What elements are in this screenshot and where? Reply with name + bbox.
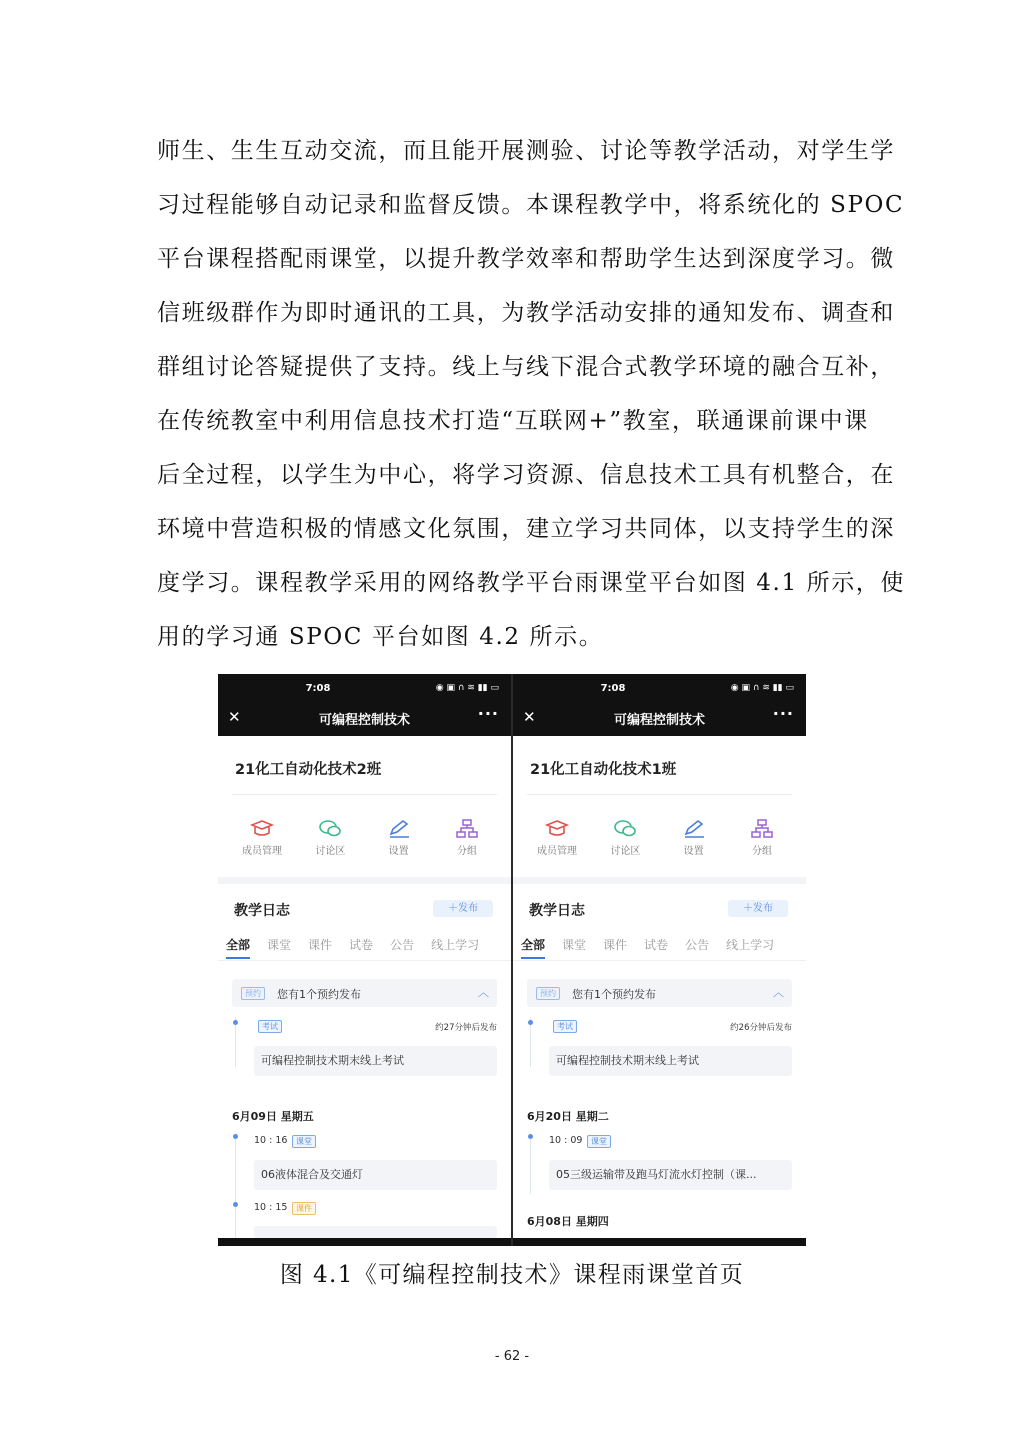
teaching-log-title: 教学日志 <box>529 903 585 919</box>
tab-exam[interactable]: 试卷 <box>349 938 374 952</box>
app-title: 可编程控制技术 <box>318 713 410 728</box>
section-gap <box>513 877 806 884</box>
class-badge: 课堂 <box>587 1135 611 1148</box>
paragraph-line: 度学习。课程教学采用的网络教学平台雨课堂平台如图 4.1 所示，使 <box>157 570 905 596</box>
date-heading: 6月20日 星期二 <box>527 1110 609 1123</box>
paragraph-line: 师生、生生互动交流，而且能开展测验、讨论等教学活动，对学生学 <box>157 138 895 164</box>
class-badge: 课堂 <box>292 1135 316 1148</box>
class-menu <box>232 818 497 857</box>
exam-badge: 考试 <box>553 1020 577 1033</box>
exam-publish-time: 约27分钟后发布 <box>435 1023 497 1033</box>
page-number: - 62 - <box>494 1349 530 1364</box>
close-icon[interactable]: ✕ <box>228 708 241 726</box>
exam-card[interactable]: 可编程控制技术期末线上考试 <box>254 1046 497 1076</box>
tab-online[interactable]: 线上学习 <box>726 938 775 952</box>
menu-item-members[interactable] <box>232 818 292 857</box>
reserve-text: 您有1个预约发布 <box>277 988 361 1001</box>
item-time: 10 : 16 <box>254 1135 288 1146</box>
divider <box>218 960 511 961</box>
phone-screen-class-2 <box>218 674 511 1246</box>
log-tabs <box>521 936 791 953</box>
timeline-line <box>530 1134 531 1194</box>
date-heading: 6月08日 星期四 <box>527 1215 609 1228</box>
lesson-card[interactable]: 05三级运输带及跑马灯流水灯控制（课... <box>549 1160 792 1190</box>
pencil-icon <box>369 818 429 840</box>
exam-card[interactable]: 可编程控制技术期末线上考试 <box>549 1046 792 1076</box>
reserve-text: 您有1个预约发布 <box>572 988 656 1001</box>
chat-bubble-icon <box>595 818 655 840</box>
divider <box>513 960 806 961</box>
paragraph-line: 用的学习通 SPOC 平台如图 4.2 所示。 <box>157 624 604 650</box>
date-heading: 6月09日 星期五 <box>232 1110 314 1123</box>
reserve-badge: 预约 <box>536 987 560 1000</box>
menu-item-settings[interactable] <box>369 818 429 857</box>
app-title: 可编程控制技术 <box>613 713 705 728</box>
menu-item-discussion[interactable] <box>595 818 655 857</box>
menu-item-settings[interactable] <box>664 818 724 857</box>
bottom-bar <box>513 1238 806 1246</box>
tab-courseware[interactable]: 课件 <box>603 938 628 952</box>
tab-exam[interactable]: 试卷 <box>644 938 669 952</box>
menu-item-groups[interactable] <box>732 818 792 857</box>
class-menu <box>527 818 792 857</box>
reservation-banner[interactable] <box>527 979 792 1007</box>
reserve-badge: 预约 <box>241 987 265 1000</box>
menu-item-groups[interactable] <box>437 818 497 857</box>
section-gap <box>218 877 511 884</box>
class-name: 21化工自动化技术1班 <box>530 762 677 778</box>
item-time: 10 : 09 <box>549 1135 583 1146</box>
menu-label: 设置 <box>388 846 409 857</box>
menu-label: 讨论区 <box>610 846 641 857</box>
paragraph-line: 习过程能够自动记录和监督反馈。本课程教学中，将系统化的 SPOC <box>157 192 905 218</box>
menu-label: 讨论区 <box>315 846 346 857</box>
bottom-bar <box>218 1238 511 1246</box>
tab-class[interactable]: 课堂 <box>267 938 292 952</box>
paragraph-line: 在传统教室中利用信息技术打造“互联网+”教室，联通课前课中课 <box>157 408 869 434</box>
exam-publish-time: 约26分钟后发布 <box>730 1023 792 1033</box>
lesson-card[interactable] <box>254 1226 497 1238</box>
tab-courseware[interactable]: 课件 <box>308 938 333 952</box>
tab-class[interactable]: 课堂 <box>562 938 587 952</box>
figure-caption: 图 4.1《可编程控制技术》课程雨课堂首页 <box>279 1262 745 1288</box>
figure-screenshots <box>218 674 806 1246</box>
close-icon[interactable]: ✕ <box>523 708 536 726</box>
chat-bubble-icon <box>300 818 360 840</box>
publish-button[interactable]: ＋发布 <box>728 900 788 917</box>
timeline-dot <box>233 1202 238 1207</box>
exam-badge: 考试 <box>258 1020 282 1033</box>
log-tabs <box>226 936 496 953</box>
tab-online[interactable]: 线上学习 <box>431 938 480 952</box>
graduation-cap-icon <box>232 818 292 840</box>
teaching-log-title: 教学日志 <box>234 903 290 919</box>
status-icons: ◉ ▣ ∩ ≋ ▮▮ ▭ <box>730 683 794 693</box>
menu-label: 分组 <box>456 846 477 857</box>
more-icon[interactable]: ··· <box>772 704 794 723</box>
item-time: 10 : 15 <box>254 1202 288 1213</box>
courseware-badge: 课件 <box>292 1202 316 1215</box>
paragraph-line: 群组讨论答疑提供了支持。线上与线下混合式教学环境的融合互补， <box>157 354 895 380</box>
menu-item-discussion[interactable] <box>300 818 360 857</box>
tab-notice[interactable]: 公告 <box>685 938 710 952</box>
divider <box>527 794 792 795</box>
reservation-banner[interactable] <box>232 979 497 1007</box>
phone-screen-class-1 <box>511 674 806 1246</box>
status-time: 7:08 <box>600 683 626 694</box>
lesson-card[interactable]: 06液体混合及交通灯 <box>254 1160 497 1190</box>
app-top-bar <box>218 674 511 736</box>
chevron-up-icon[interactable]: ︿ <box>773 986 784 999</box>
divider <box>232 794 497 795</box>
paragraph-line: 后全过程，以学生为中心，将学习资源、信息技术工具有机整合，在 <box>157 462 895 488</box>
timeline-dot <box>528 1020 533 1025</box>
timeline-dot <box>233 1134 238 1139</box>
menu-label: 设置 <box>683 846 704 857</box>
group-tree-icon <box>437 818 497 840</box>
menu-label: 分组 <box>751 846 772 857</box>
tab-all[interactable]: 全部 <box>521 938 546 952</box>
timeline-dot <box>528 1134 533 1139</box>
graduation-cap-icon <box>527 818 587 840</box>
pencil-icon <box>664 818 724 840</box>
more-icon[interactable]: ··· <box>477 704 499 723</box>
menu-label: 成员管理 <box>242 846 282 857</box>
tab-notice[interactable]: 公告 <box>390 938 415 952</box>
app-top-bar <box>513 674 806 736</box>
body-paragraph <box>157 128 905 668</box>
menu-label: 成员管理 <box>537 846 577 857</box>
tab-all[interactable]: 全部 <box>226 938 251 952</box>
publish-button[interactable]: ＋发布 <box>433 900 493 917</box>
chevron-up-icon[interactable]: ︿ <box>478 986 489 999</box>
paragraph-line: 信班级群作为即时通讯的工具，为教学活动安排的通知发布、调查和 <box>157 300 895 326</box>
timeline-line <box>235 1134 236 1246</box>
class-name: 21化工自动化技术2班 <box>235 762 382 778</box>
menu-item-members[interactable] <box>527 818 587 857</box>
status-icons: ◉ ▣ ∩ ≋ ▮▮ ▭ <box>435 683 499 693</box>
paragraph-line: 平台课程搭配雨课堂，以提升教学效率和帮助学生达到深度学习。微 <box>157 246 895 272</box>
timeline-dot <box>233 1020 238 1025</box>
paragraph-line: 环境中营造积极的情感文化氛围，建立学习共同体，以支持学生的深 <box>157 516 895 542</box>
group-tree-icon <box>732 818 792 840</box>
status-time: 7:08 <box>305 683 331 694</box>
